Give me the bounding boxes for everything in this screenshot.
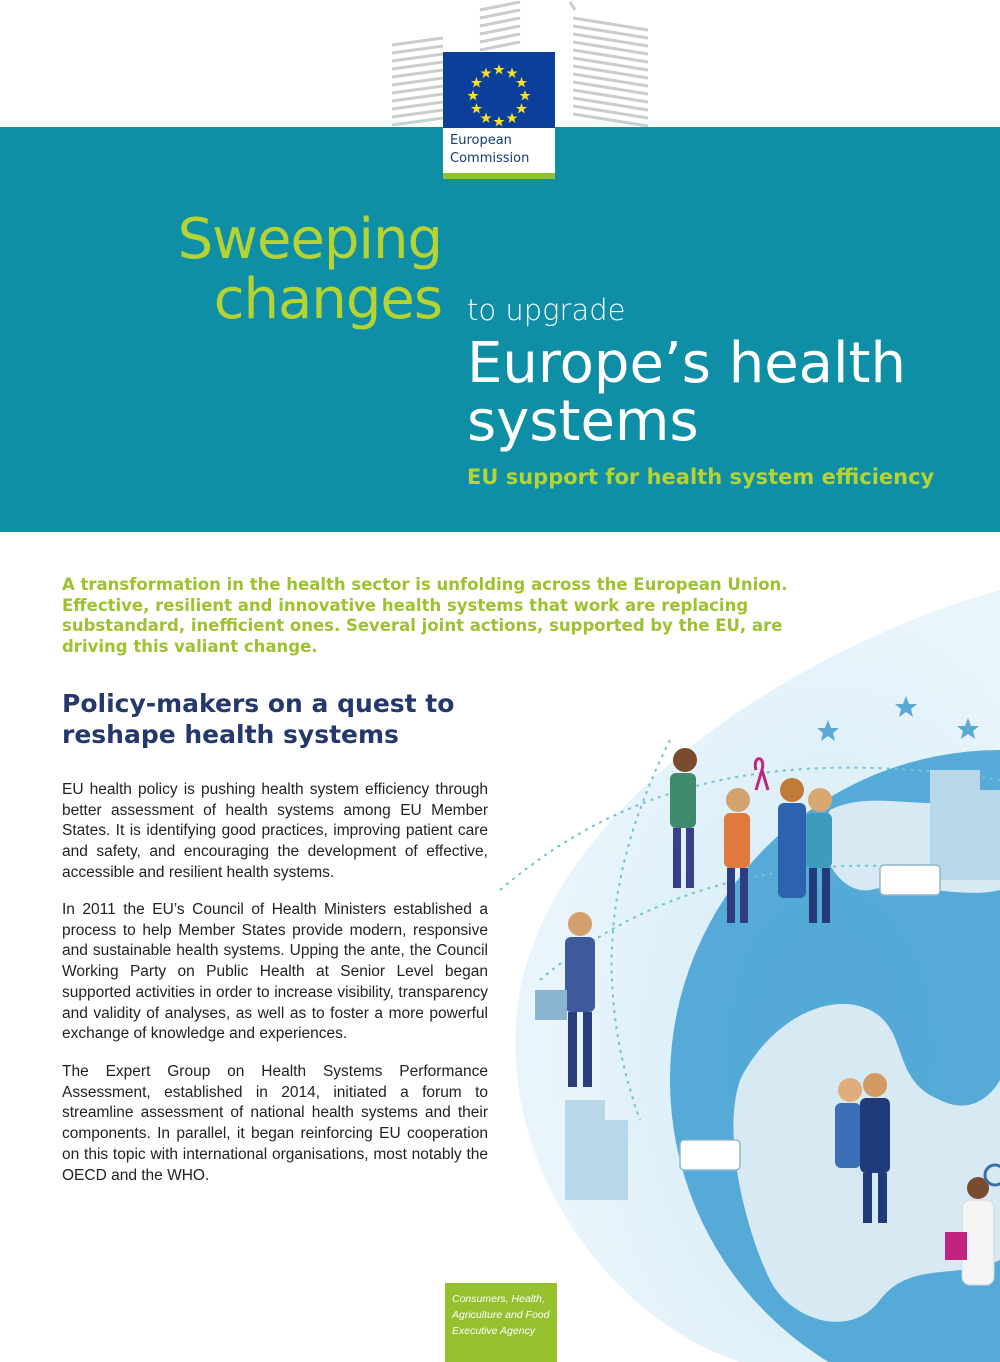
globe-people-illustration [440, 560, 1000, 1362]
body-paragraph: The Expert Group on Health Systems Performance Assessment, established in 2014, initiated a forum to streamline assessment of national health systems and their components. In parallel, it began reinforcing EU cooperation on this topic with international organisations, most notably the OECD and the WHO. [62, 1063, 488, 1184]
agency-line-1: Consumers, Health, [452, 1293, 545, 1305]
title-connector: to upgrade [467, 293, 626, 327]
eu-flag-icon [443, 52, 555, 128]
tagline: EU support for health system efficiency [467, 465, 935, 489]
title-sweeping-changes [177, 207, 442, 332]
logo-wordmark [450, 132, 529, 168]
subject-line-2: systems [467, 389, 699, 454]
section-heading: Policy-makers on a quest to reshape health systems [62, 689, 455, 749]
agency-line-3: Executive Agency [452, 1325, 536, 1337]
title-line-2: changes [213, 267, 442, 332]
agency-footer-box [445, 1283, 557, 1362]
logo-line-2: Commission [450, 151, 530, 166]
logo-accent-bar [443, 173, 555, 179]
body-paragraph: EU health policy is pushing health system efficiency through better assessment of health systems among EU Member States. It is identifying good practices, improving patient care and safety, and encouraging the development of effective, accessible and resilient health systems. [62, 781, 488, 881]
title-line-1: Sweeping [177, 207, 442, 272]
intro-text: A transformation in the health sector is unfolding across the European Union. Effective, resilient and innovative health systems that work are replacing substandard, inefficient ones. Several joint actions, supported by the EU, are driving this valiant change. [62, 575, 788, 656]
title-subject [467, 331, 906, 454]
european-commission-logo [443, 52, 555, 179]
logo-line-1: European [450, 133, 512, 148]
agency-line-2: Agriculture and Food [452, 1309, 550, 1321]
body-paragraph: In 2011 the EU’s Council of Health Ministers established a process to help Member States provide modern, responsive and sustainable health systems. Upping the ante, the Council Working Party on Public Health at Senior Level began supported activities in order to increase visibility, transparency and validity of analyses, as well as to foster a more powerful exchange of knowledge and experiences. [62, 901, 488, 1043]
subject-line-1: Europe’s health [467, 331, 906, 396]
agency-name [452, 1291, 549, 1339]
